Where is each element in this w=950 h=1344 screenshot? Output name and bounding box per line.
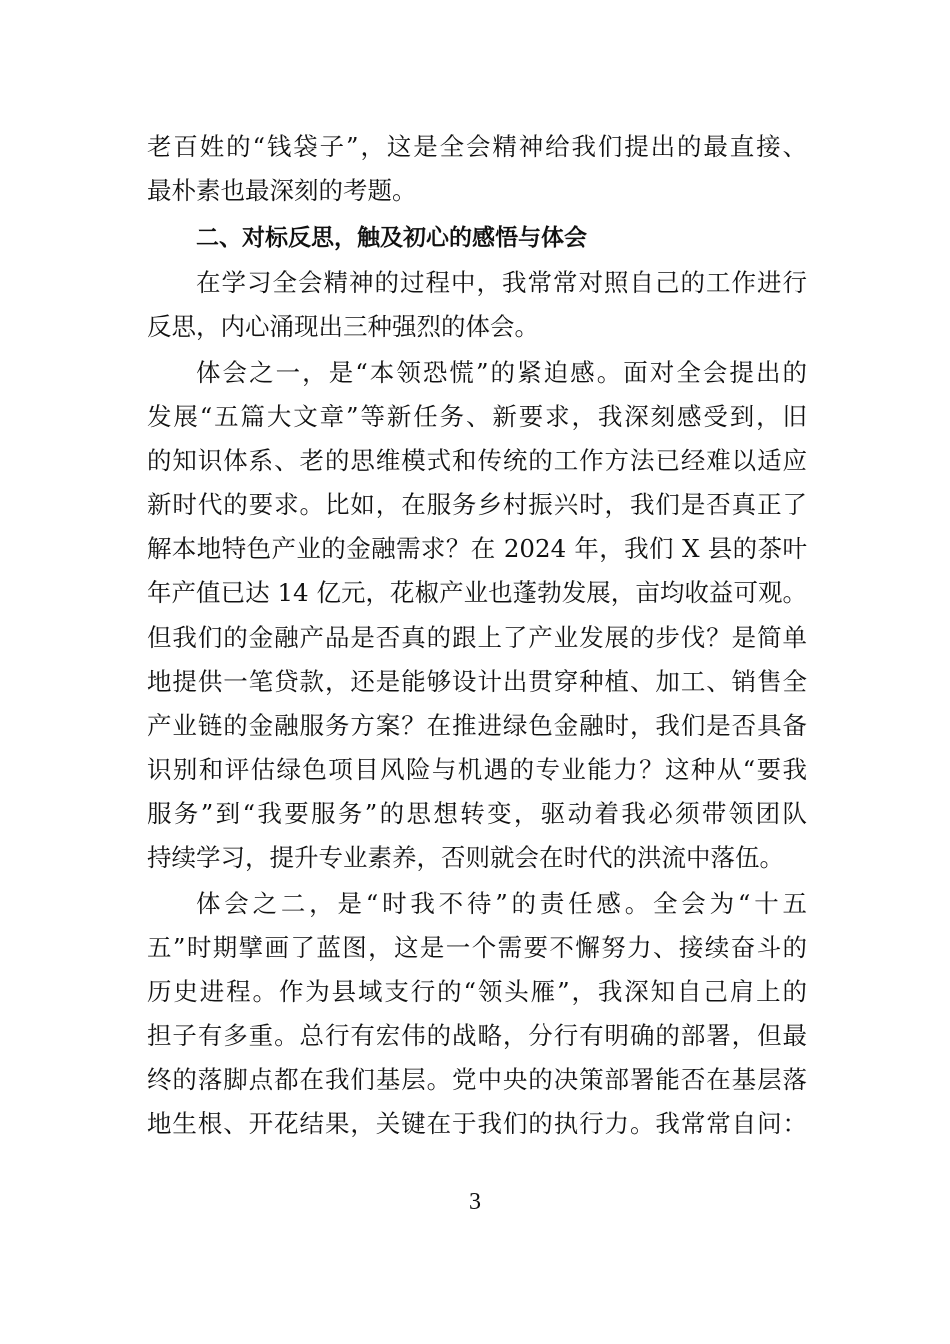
body-text-line: 新时代的要求。比如，在服务乡村振兴时，我们是否真正了	[147, 490, 807, 519]
body-text-line: 五”时期擘画了蓝图，这是一个需要不懈努力、接续奋斗的	[147, 933, 807, 962]
body-text-line: 解本地特色产业的金融需求？在 2024 年，我们 X 县的茶叶	[147, 534, 807, 563]
page-number: 3	[469, 1189, 481, 1215]
body-text-line: 地生根、开花结果，关键在于我们的执行力。我常常自问：	[147, 1109, 807, 1138]
body-text-line: 担子有多重。总行有宏伟的战略，分行有明确的部署，但最	[147, 1021, 807, 1050]
body-text-line: 产业链的金融服务方案？在推进绿色金融时，我们是否具备	[147, 711, 807, 740]
body-text-line: 最朴素也最深刻的考题。	[147, 176, 417, 205]
paragraph-first-line: 体会之一，是“本领恐慌”的紧迫感。面对全会提出的	[196, 358, 807, 387]
paragraph-first-line: 在学习全会精神的过程中，我常常对照自己的工作进行	[196, 268, 807, 297]
body-text-line: 识别和评估绿色项目风险与机遇的专业能力？这种从“要我	[147, 755, 807, 784]
body-text-line: 地提供一笔贷款，还是能够设计出贯穿种植、加工、销售全	[147, 667, 807, 696]
body-text-line: 持续学习，提升专业素养，否则就会在时代的洪流中落伍。	[147, 843, 784, 872]
body-text-line: 服务”到“我要服务”的思想转变，驱动着我必须带领团队	[147, 799, 807, 828]
body-text-line: 的知识体系、老的思维模式和传统的工作方法已经难以适应	[147, 446, 807, 475]
body-text-line: 年产值已达 14 亿元，花椒产业也蓬勃发展，亩均收益可观。	[147, 578, 807, 607]
body-text-line: 但我们的金融产品是否真的跟上了产业发展的步伐？是简单	[147, 623, 807, 652]
section-heading: 二、对标反思，触及初心的感悟与体会	[196, 225, 587, 251]
body-text-line: 历史进程。作为县域支行的“领头雁”，我深知自己肩上的	[147, 977, 807, 1006]
body-text-line: 反思，内心涌现出三种强烈的体会。	[147, 312, 539, 341]
paragraph-first-line: 体会之二，是“时我不待”的责任感。全会为“十五	[196, 889, 807, 918]
body-text-line: 终的落脚点都在我们基层。党中央的决策部署能否在基层落	[147, 1065, 807, 1094]
body-text-line: 老百姓的“钱袋子”，这是全会精神给我们提出的最直接、	[147, 132, 807, 161]
body-text-line: 发展“五篇大文章”等新任务、新要求，我深刻感受到，旧	[147, 402, 807, 431]
